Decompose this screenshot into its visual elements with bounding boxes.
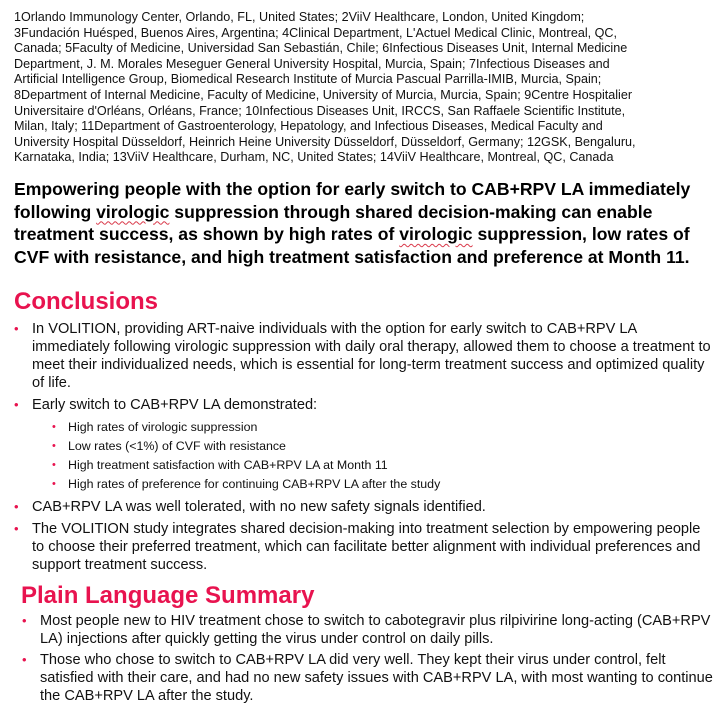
affiliation-line: 3Fundación Huésped, Buenos Aires, Argentina; 4Clinical Department, L'Actuel Medical Clinic, Montreal, QC, — [14, 25, 618, 40]
bullet-text: The VOLITION study integrates shared decision-making into treatment selection by empowering people to choose their preferred treatment, which can facilitate better alignment with individual preferences and support treatment success. — [32, 521, 701, 573]
list-item — [20, 612, 715, 648]
bullet-text: CAB+RPV LA was well tolerated, with no new safety signals identified. — [32, 499, 486, 515]
sub-list-item — [32, 437, 712, 456]
affiliation-line: Department, J. M. Morales Meseguer General University Hospital, Murcia, Spain; 7Infectious Diseases and — [14, 56, 610, 71]
affiliation-line: Milan, Italy; 11Department of Gastroenterology, Hepatology, and Infectious Diseases, Medical Faculty and — [14, 119, 603, 134]
bullet-icon: • — [52, 478, 56, 490]
bullet-icon: • — [14, 321, 19, 336]
bullet-icon: • — [14, 397, 19, 412]
affiliation-line: Karnataka, India; 13ViiV Healthcare, Durham, NC, United States; 14ViiV Healthcare, Montreal, QC, Canada — [14, 150, 614, 165]
affiliation-line: Universitaire d'Orléans, Orléans, France; 10Infectious Diseases Unit, IRCCS, San Raffaele Scientific Institute, — [14, 103, 626, 118]
plain-language-summary-list — [20, 612, 715, 708]
conclusions-list — [12, 320, 712, 578]
sub-list-item — [32, 418, 712, 437]
affiliation-line: 8Department of Internal Medicine, Faculty of Medicine, University of Murcia, Murcia, Spain; 9Centre Hospitalier — [14, 87, 633, 102]
sub-list — [32, 418, 712, 494]
sub-bullet-text: High treatment satisfaction with CAB+RPV LA at Month 11 — [68, 458, 388, 472]
bullet-text: Most people new to HIV treatment chose to switch to cabotegravir plus rilpivirine long-acting (CAB+RPV LA) injections after quickly getting the virus under control on daily pills. — [40, 613, 711, 647]
key-message-part: suppression through shared decision-making can enable treatment success, as shown by high rates of — [14, 201, 653, 244]
bullet-text: Those who chose to switch to CAB+RPV LA did very well. They kept their virus under control, felt satisfied with their care, and had no new safety issues with CAB+RPV LA, with most wanting to continue the CAB+RPV LA after the study. — [40, 652, 713, 704]
plain-language-summary-heading: Plain Language Summary — [21, 582, 315, 609]
affiliation-line: University Hospital Düsseldorf, Heinrich Heine University Düsseldorf, Düsseldorf, Germany; 12GSK, Bengaluru, — [14, 134, 636, 149]
key-message-part: Empowering people with the option for early switch to CAB+RPV LA immediately following — [14, 179, 691, 222]
list-item — [12, 520, 712, 574]
list-item — [20, 651, 715, 705]
affiliation-line: 1Orlando Immunology Center, Orlando, FL, United States; 2ViiV Healthcare, London, United Kingdom; — [14, 10, 585, 24]
key-message — [14, 178, 714, 268]
sub-list-item — [32, 475, 712, 494]
bullet-icon: • — [14, 499, 19, 514]
bullet-icon: • — [22, 613, 27, 628]
affiliation-line: Artificial Intelligence Group, Biomedical Research Institute of Murcia Pascual Parrilla-IMIB, Murcia, Spain; — [14, 72, 602, 87]
sub-bullet-text: Low rates (<1%) of CVF with resistance — [68, 439, 286, 453]
key-message-term: virologic — [96, 201, 170, 222]
sub-bullet-text: High rates of virologic suppression — [68, 420, 258, 434]
bullet-text: Early switch to CAB+RPV LA demonstrated: — [32, 397, 318, 413]
key-message-part: suppression, low rates of CVF with resistance, and high treatment satisfaction and preference at Month 11. — [14, 224, 690, 267]
list-item — [12, 396, 712, 494]
bullet-text: In VOLITION, providing ART-naive individuals with the option for early switch to CAB+RPV LA immediately following virologic suppression with daily oral therapy, allowed them to choose a treatment to meet their individualized needs, which is essential for long-term treatment success and optimized quality of life. — [32, 321, 711, 391]
conclusions-heading: Conclusions — [14, 288, 159, 315]
list-item — [12, 498, 712, 516]
bullet-icon: • — [52, 421, 56, 433]
bullet-icon: • — [52, 459, 56, 471]
bullet-icon: • — [22, 652, 27, 667]
sub-list-item — [32, 456, 712, 475]
affiliations — [14, 10, 714, 166]
list-item — [12, 320, 712, 392]
sub-bullet-text: High rates of preference for continuing CAB+RPV LA after the study — [68, 477, 441, 491]
bullet-icon: • — [52, 440, 56, 452]
key-message-term: virologic — [399, 224, 473, 244]
affiliation-line: Canada; 5Faculty of Medicine, Universidad San Sebastián, Chile; 6Infectious Diseases Unit, Internal Medicine — [14, 41, 628, 56]
bullet-icon: • — [14, 521, 19, 536]
